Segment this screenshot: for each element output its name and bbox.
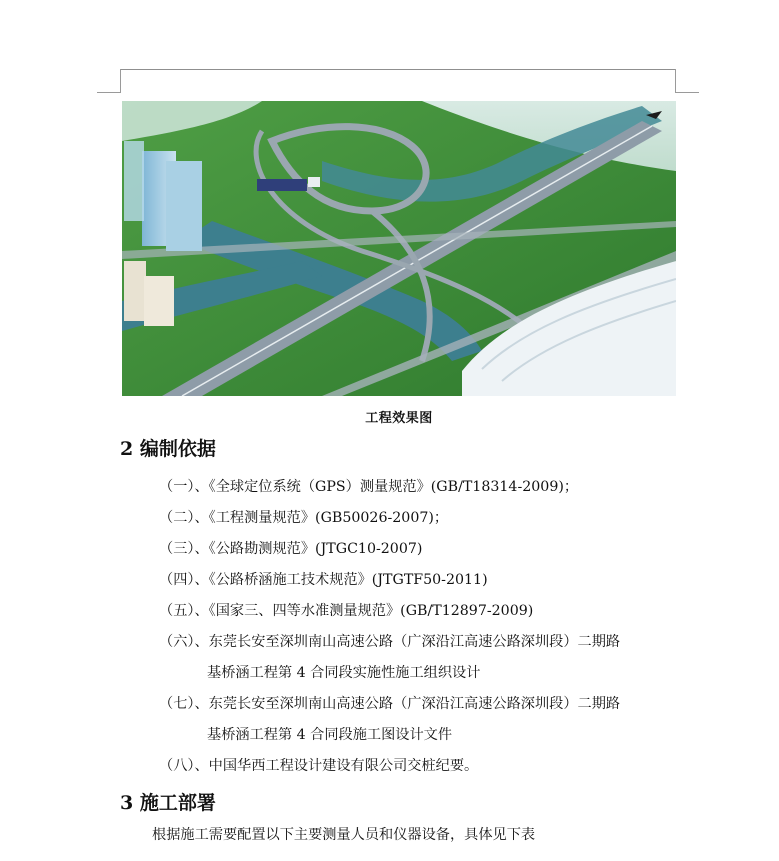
reference-item <box>159 565 684 596</box>
reference-item-text: （五）、《国家三、四等水准测量规范》(GB/T12897-2009) <box>159 603 534 619</box>
reference-item-text: （六）、东莞长安至深圳南山高速公路（广深沿江高速公路深圳段）二期路 <box>159 634 621 650</box>
reference-item-text: （四）、《公路桥涵施工技术规范》(JTGTF50-2011) <box>159 572 488 588</box>
reference-item <box>159 751 684 782</box>
reference-item <box>159 472 684 503</box>
reference-item <box>159 503 684 534</box>
reference-list <box>159 472 684 782</box>
project-rendering-image <box>122 101 676 396</box>
corner-mark-left-vertical <box>120 69 121 93</box>
reference-item <box>159 596 684 627</box>
reference-item-text: （三）、《公路勘测规范》(JTGC10-2007) <box>159 541 423 557</box>
reference-item <box>159 534 684 565</box>
reference-item-text: （七）、东莞长安至深圳南山高速公路（广深沿江高速公路深圳段）二期路 <box>159 696 621 712</box>
section-heading-deployment: 3 施工部署 <box>120 792 216 814</box>
corner-mark-right-horizontal <box>675 92 699 93</box>
header-rule <box>120 69 676 70</box>
reference-item-continuation: 基桥涵工程第 4 合同段施工图设计文件 <box>207 727 453 743</box>
reference-item <box>159 689 684 751</box>
corner-mark-left-horizontal <box>97 92 121 93</box>
reference-item-continuation: 基桥涵工程第 4 合同段实施性施工组织设计 <box>207 665 481 681</box>
section-heading-basis: 2 编制依据 <box>120 438 216 460</box>
body-paragraph: 根据施工需要配置以下主要测量人员和仪器设备，具体见下表 <box>152 827 536 843</box>
corner-mark-right-vertical <box>675 69 676 93</box>
reference-item-text: （八）、中国华西工程设计建设有限公司交桩纪要。 <box>159 758 479 774</box>
reference-item <box>159 627 684 689</box>
figure-caption: 工程效果图 <box>365 411 433 426</box>
reference-item-text: （二）、《工程测量规范》(GB50026-2007)； <box>159 510 449 526</box>
reference-item-text: （一）、《全球定位系统（GPS）测量规范》(GB/T18314-2009)； <box>159 479 579 495</box>
